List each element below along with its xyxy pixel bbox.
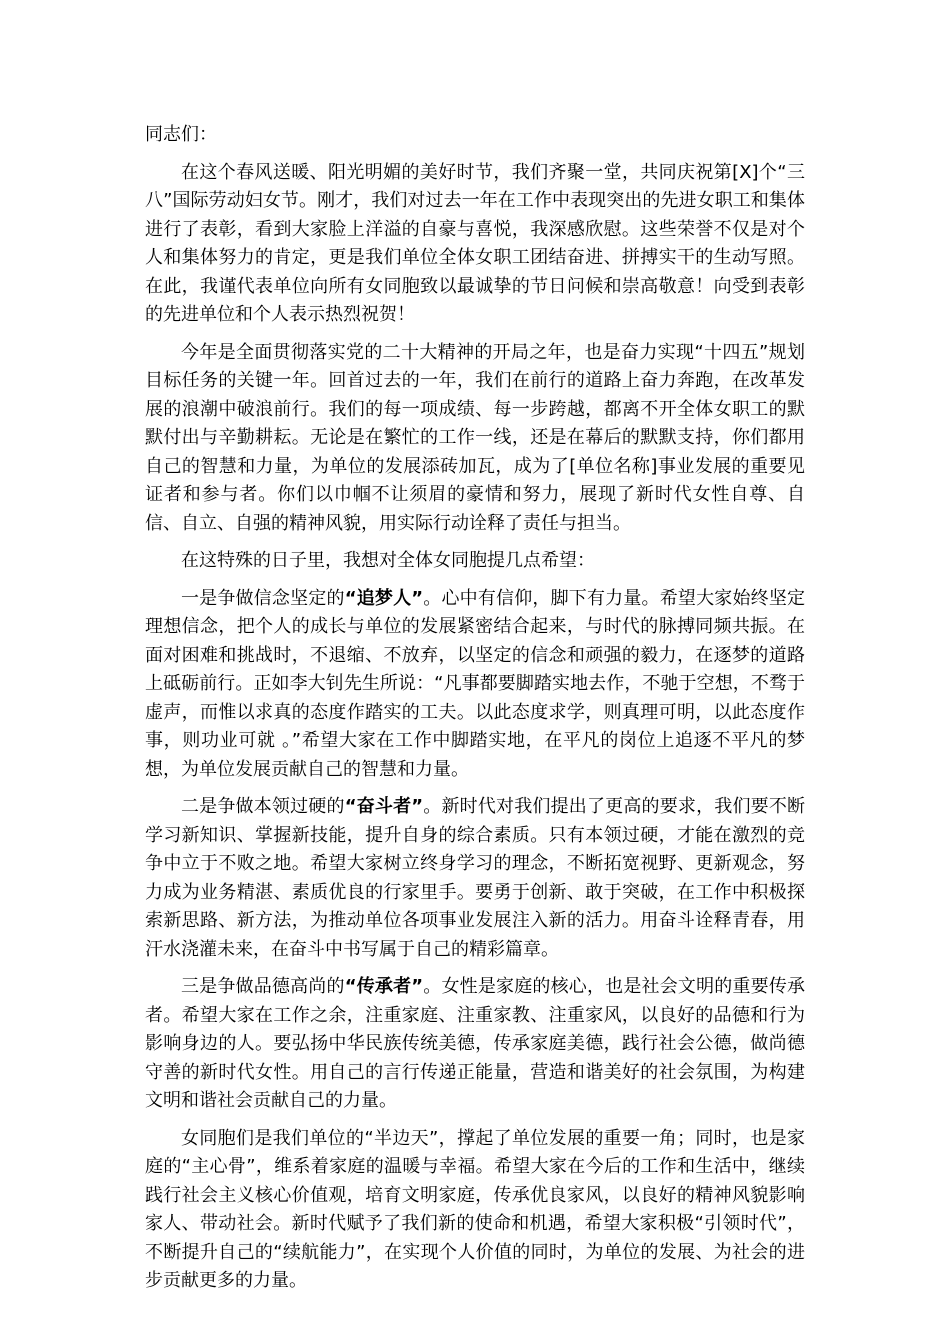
paragraph-review: 今年是全面贯彻落实党的二十大精神的开局之年，也是奋力实现“十四五”规划目标任务的关键一年。回首过去的一年，我们在前行的道路上奋力奔跑，在改革发展的浪潮中破浪前行。我们的每一项成绩、每一步跨越，都离不开全体女职工的默默付出与辛勤耕耘。无论是在繁忙的工作一线，还是在幕后的默默支持，你们都用自己的智慧和力量，为单位的发展添砖加瓦，成为了[单位名称]事业发展的重要见证者和参与者。你们以巾帼不让须眉的豪情和努力，展现了新时代女性自尊、自信、自立、自强的精神风貌，用实际行动诠释了责任与担当。	[145, 341, 805, 534]
hope-emphasis: “追梦人”	[344, 587, 424, 609]
salutation: 同志们：	[145, 124, 217, 145]
hope-emphasis: “奋斗者”	[344, 796, 424, 817]
speech-body	[145, 121, 805, 1305]
paragraph-hope-dreamer	[145, 585, 805, 785]
paragraph-closing: 女同胞们是我们单位的“半边天”，撑起了单位发展的重要一角；同时，也是家庭的“主心骨”，维系着家庭的温暖与幸福。希望大家在今后的工作和生活中，继续践行社会主义核心价值观，培育文明家庭，传承优良家风，以良好的精神风貌影响家人、带动社会。新时代赋予了我们新的使命和机遇，希望大家积极“引领时代”，不断提升自己的“续航能力”，在实现个人价值的同时，为单位的发展、为社会的进步贡献更多的力量。	[145, 1127, 805, 1291]
paragraph-opening: 在这个春风送暖、阳光明媚的美好时节，我们齐聚一堂，共同庆祝第[X]个“三八”国际劳动妇女节。刚才，我们对过去一年在工作中表现突出的先进女职工和集体进行了表彰，看到大家脸上洋溢的自豪与喜悦，我深感欣慰。这些荣誉不仅是对个人和集体努力的肯定，更是我们单位全体女职工团结奋进、拼搏实干的生动写照。在此，我谨代表单位向所有女同胞致以最诚挚的节日问候和崇高敬意！向受到表彰的先进单位和个人表示热烈祝贺！	[145, 161, 805, 325]
hope-lead: 一是争做信念坚定的	[181, 587, 345, 609]
hope-lead: 二是争做本领过硬的	[181, 796, 345, 817]
hope-lead: 三是争做品德高尚的	[181, 976, 345, 997]
paragraph-hope-striver	[145, 793, 805, 964]
hope-emphasis: “传承者”	[344, 976, 424, 997]
hope-body: 。新时代对我们提出了更高的要求，我们要不断学习新知识、掌握新技能，提升自身的综合素质。只有本领过硬，才能在激烈的竞争中立于不败之地。希望大家树立终身学习的理念，不断拓宽视野、更新观念，努力成为业务精湛、素质优良的行家里手。要勇于创新、敢于突破，在工作中积极探索新思路、新方法，为推动单位各项事业发展注入新的活力。用奋斗诠释青春，用汗水浇灌未来，在奋斗中书写属于自己的精彩篇章。	[145, 796, 806, 960]
paragraph-hope-inheritor	[145, 973, 805, 1116]
hope-body: 。心中有信仰，脚下有力量。希望大家始终坚定理想信念，把个人的成长与单位的发展紧密结合起来，与时代的脉搏同频共振。在面对困难和挑战时，不退缩、不放弃，以坚定的信念和顽强的毅力，在逐梦的道路上砥砺前行。正如李大钊先生所说：“凡事都要脚踏实地去作，不驰于空想，不骛于虚声，而惟以求真的态度作踏实的工夫。以此态度求学，则真理可明，以此态度作事，则功业可就 。”希望大家在工作中脚踏实地，在平凡的岗位上追逐不平凡的梦想，为单位发展贡献自己的智慧和力量。	[145, 587, 806, 780]
hope-body: 。女性是家庭的核心，也是社会文明的重要传承者。希望大家在工作之余，注重家庭、注重家教、注重家风，以良好的品德和行为影响身边的人。要弘扬中华民族传统美德，传承家庭美德，践行社会公德，做尚德守善的新时代女性。用自己的言行传递正能量，营造和谐美好的社会氛围，为构建文明和谐社会贡献自己的力量。	[145, 976, 806, 1111]
paragraph-hopes-intro: 在这特殊的日子里，我想对全体女同胞提几点希望：	[181, 550, 595, 571]
